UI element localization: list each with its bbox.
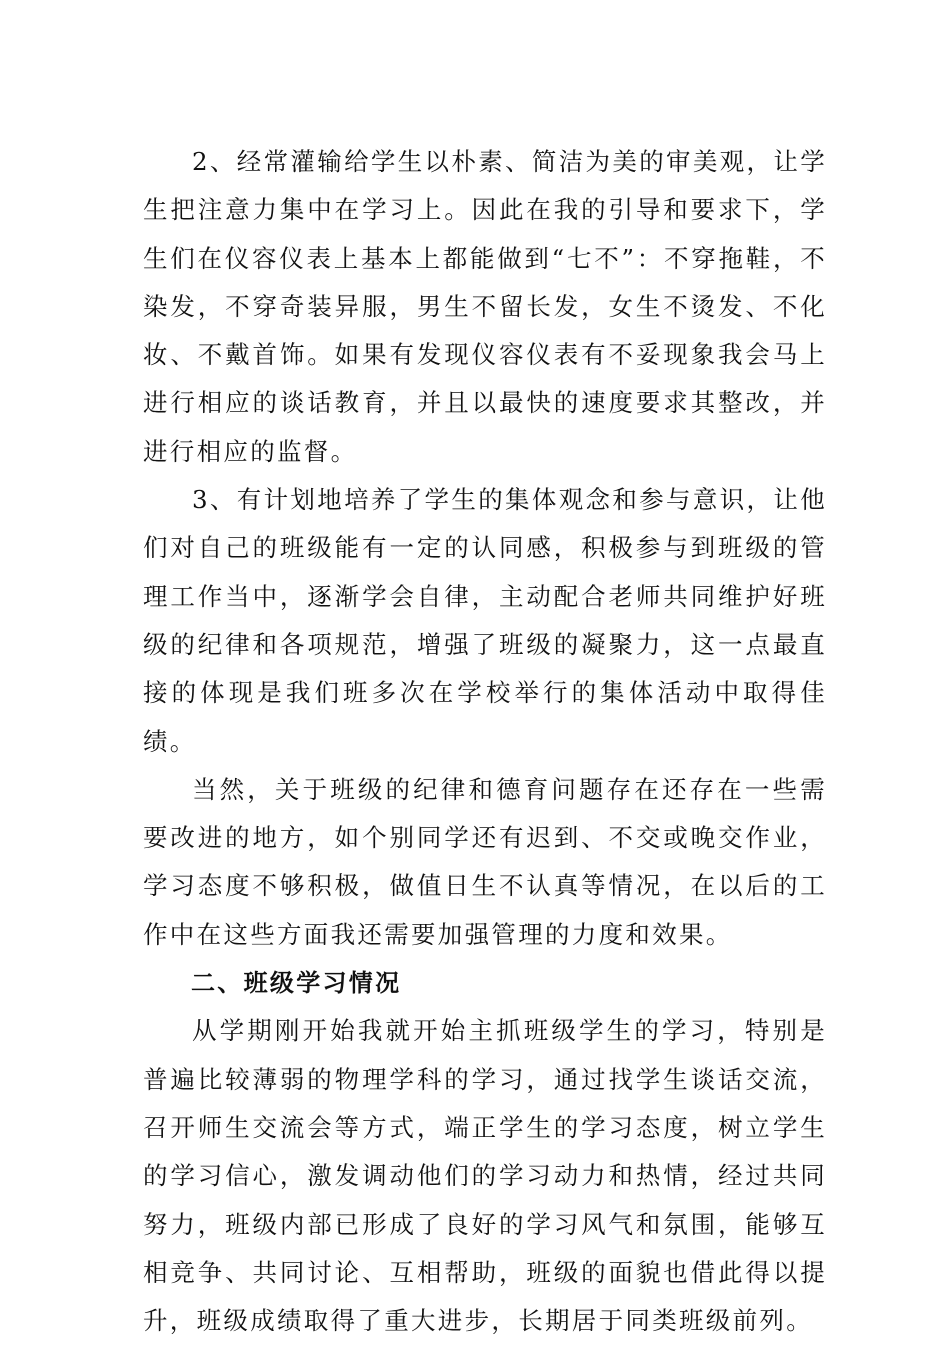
document-body xyxy=(143,138,827,1345)
paragraph-appearance-standards: 2、经常灌输给学生以朴素、简洁为美的审美观，让学生把注意力集中在学习上。因此在我的引导和要求下，学生们在仪容仪表上基本上都能做到“七不”：不穿拖鞋，不染发，不穿奇装异服，男生不留长发，女生不烫发、不化妆、不戴首饰。如果有发现仪容仪表有不妥现象我会马上进行相应的谈话教育，并且以最快的速度要求其整改，并进行相应的监督。 xyxy=(143,147,827,466)
paragraph-study-situation: 从学期刚开始我就开始主抓班级学生的学习，特别是普遍比较薄弱的物理学科的学习，通过找学生谈话交流，召开师生交流会等方式，端正学生的学习态度，树立学生的学习信心，激发调动他们的学习动力和热情，经过共同努力，班级内部已形成了良好的学习风气和氛围，能够互相竞争、共同讨论、互相帮助，班级的面貌也借此得以提升，班级成绩取得了重大进步，长期居于同类班级前列。 xyxy=(143,1016,827,1336)
paragraph-collective-awareness: 3、有计划地培养了学生的集体观念和参与意识，让他们对自己的班级能有一定的认同感，积极参与到班级的管理工作当中，逐渐学会自律，主动配合老师共同维护好班级的纪律和各项规范，增强了班级的凝聚力，这一点最直接的体现是我们班多次在学校举行的集体活动中取得佳绩。 xyxy=(143,485,827,756)
paragraph-remaining-issues: 当然，关于班级的纪律和德育问题存在还存在一些需要改进的地方，如个别同学还有迟到、不交或晚交作业，学习态度不够积极，做值日生不认真等情况，在以后的工作中在这些方面我还需要加强管理的力度和效果。 xyxy=(143,774,827,949)
section-heading-class-study: 二、班级学习情况 xyxy=(191,969,402,998)
